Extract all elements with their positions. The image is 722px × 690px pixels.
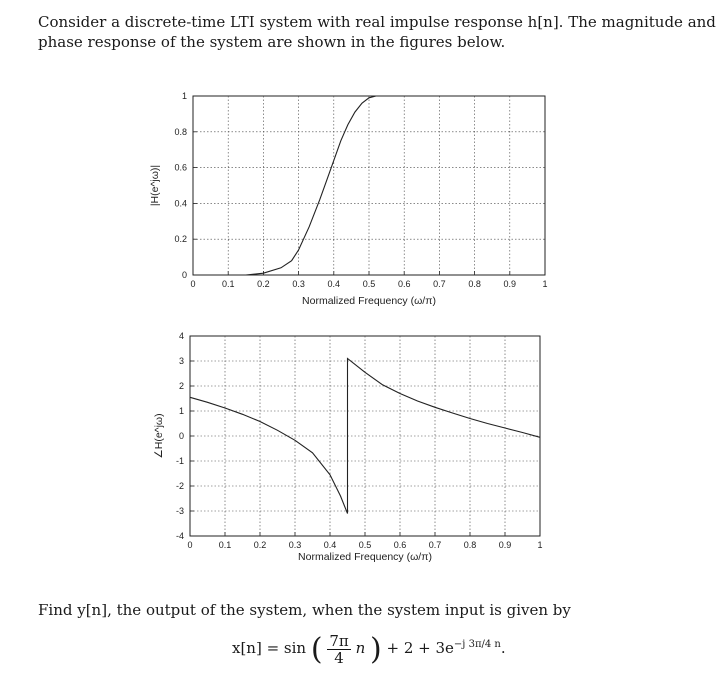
- x-tick-label: 0.9: [503, 279, 517, 289]
- y-tick-label: 4: [178, 331, 184, 341]
- y-tick-label: 2: [178, 381, 184, 391]
- y-axis-label: ∠H(e^jω): [153, 413, 165, 459]
- x-axis-label: Normalized Frequency (ω/π): [298, 551, 432, 563]
- x-tick-label: 0.1: [221, 279, 235, 289]
- x-axis-label: Normalized Frequency (ω/π): [302, 295, 436, 307]
- x-tick-label: 0.4: [327, 279, 341, 289]
- question-paragraph: [38, 601, 718, 619]
- x-tick-label: 0.8: [463, 540, 477, 550]
- x-tick-label: 0.5: [358, 540, 372, 550]
- x-tick-label: 0.4: [323, 540, 337, 550]
- y-tick-label: -1: [175, 456, 184, 466]
- y-tick-label: -4: [175, 531, 184, 541]
- eq-after-frac: n: [355, 639, 366, 657]
- x-tick-label: 1: [537, 540, 543, 550]
- y-tick-label: 0.2: [174, 234, 187, 245]
- y-tick-label: 3: [178, 356, 184, 366]
- y-tick-label: 0.8: [174, 126, 187, 137]
- input-equation: x[n] = sin ( $\frac{7\pi}{4}$ n ) + $2 + 3e^{-j 3\pi/4 n}$.: [232, 631, 506, 667]
- eq-frac-num: 7π: [329, 631, 349, 650]
- x-tick-label: 0.7: [428, 540, 442, 550]
- eq-lhs: x[n] = sin: [232, 639, 307, 657]
- phase-plot: [153, 331, 543, 563]
- eq-plus-part: + 2 + 3e: [386, 639, 454, 657]
- intro-text: Consider a discrete-time LTI system with real impulse response h[n]. The magnitude and phase response of the system are shown in the figures below.: [38, 13, 716, 51]
- x-tick-label: 0.1: [218, 540, 232, 550]
- y-tick-label: -2: [175, 481, 184, 491]
- x-tick-label: 1: [542, 279, 548, 289]
- plot-frame: [193, 96, 545, 275]
- y-tick-label: 0.4: [174, 198, 187, 209]
- series-line: [246, 96, 545, 275]
- question-text: Find y[n], the output of the system, when the system input is given by: [38, 601, 571, 619]
- x-tick-label: 0.9: [498, 540, 512, 550]
- y-axis-label: |H(e^jω)|: [149, 164, 161, 207]
- x-tick-label: 0.2: [253, 540, 267, 550]
- x-tick-label: 0.2: [257, 279, 270, 289]
- x-tick-label: 0: [190, 279, 196, 289]
- y-tick-label: 0: [181, 270, 187, 280]
- y-tick-label: 1: [178, 406, 184, 416]
- x-tick-label: 0.3: [292, 279, 305, 289]
- eq-end: .: [500, 639, 506, 657]
- x-tick-label: 0.3: [288, 540, 302, 550]
- magnitude-plot: [149, 91, 548, 307]
- x-tick-label: 0.6: [393, 540, 407, 550]
- eq-frac-den: 4: [334, 648, 344, 667]
- y-tick-label: -3: [175, 506, 184, 516]
- x-tick-label: 0.7: [433, 279, 446, 289]
- eq-exponent: −j 3π/4 n: [453, 639, 501, 650]
- x-tick-label: 0.5: [362, 279, 376, 289]
- y-tick-label: 1: [181, 91, 187, 101]
- x-tick-label: 0.8: [468, 279, 481, 289]
- y-tick-label: 0: [178, 431, 184, 441]
- y-tick-label: 0.6: [174, 162, 187, 173]
- x-tick-label: 0.6: [397, 279, 411, 289]
- x-tick-label: 0: [187, 540, 193, 550]
